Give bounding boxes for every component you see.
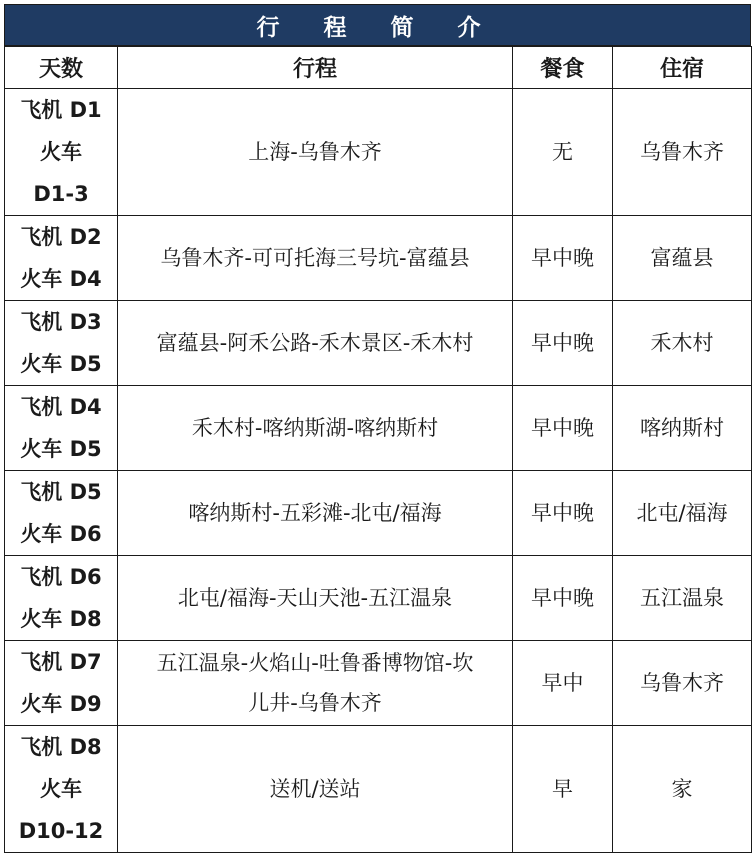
table-row	[5, 641, 752, 726]
table-row	[5, 471, 752, 556]
day-cell	[5, 641, 118, 726]
lodging-cell: 喀纳斯村	[613, 386, 752, 471]
route-line: 儿井-乌鲁木齐	[248, 691, 382, 715]
table-row	[5, 386, 752, 471]
day-cell	[5, 89, 118, 216]
header-days: 天数	[5, 47, 118, 89]
day-line: 飞机 D3	[20, 310, 102, 334]
day-line: 飞机 D2	[20, 225, 102, 249]
day-line: 火车	[40, 777, 82, 801]
table-row	[5, 89, 752, 216]
itinerary-card	[4, 4, 751, 853]
header-row	[5, 47, 752, 89]
day-line: 飞机 D5	[20, 480, 102, 504]
route-cell: 富蕴县-阿禾公路-禾木景区-禾木村	[118, 301, 513, 386]
itinerary-table	[4, 46, 752, 853]
day-line: 火车 D6	[20, 522, 102, 546]
meals-cell: 早中晚	[513, 386, 613, 471]
day-line: D1-3	[33, 182, 89, 206]
lodging-cell: 五江温泉	[613, 556, 752, 641]
day-line: 飞机 D1	[20, 98, 102, 122]
meals-cell: 早中	[513, 641, 613, 726]
day-cell	[5, 386, 118, 471]
table-row	[5, 556, 752, 641]
route-cell: 喀纳斯村-五彩滩-北屯/福海	[118, 471, 513, 556]
day-line: 飞机 D7	[20, 650, 102, 674]
header-lodging: 住宿	[613, 47, 752, 89]
lodging-cell: 乌鲁木齐	[613, 641, 752, 726]
route-cell	[118, 641, 513, 726]
day-line: 飞机 D4	[20, 395, 102, 419]
route-cell: 北屯/福海-天山天池-五江温泉	[118, 556, 513, 641]
meals-cell: 早	[513, 726, 613, 853]
meals-cell: 早中晚	[513, 471, 613, 556]
day-line: 火车 D5	[20, 352, 102, 376]
route-cell: 送机/送站	[118, 726, 513, 853]
lodging-cell: 北屯/福海	[613, 471, 752, 556]
lodging-cell: 富蕴县	[613, 216, 752, 301]
day-line: 火车 D8	[20, 607, 102, 631]
lodging-cell: 乌鲁木齐	[613, 89, 752, 216]
table-row	[5, 216, 752, 301]
table-row	[5, 726, 752, 853]
table-title: 行 程 简 介	[4, 4, 751, 46]
day-line: 火车 D9	[20, 692, 102, 716]
meals-cell: 早中晚	[513, 216, 613, 301]
day-line: 火车	[40, 140, 82, 164]
day-cell	[5, 301, 118, 386]
day-cell	[5, 471, 118, 556]
day-line: 火车 D5	[20, 437, 102, 461]
route-cell: 乌鲁木齐-可可托海三号坑-富蕴县	[118, 216, 513, 301]
meals-cell: 早中晚	[513, 556, 613, 641]
header-route: 行程	[118, 47, 513, 89]
meals-cell: 无	[513, 89, 613, 216]
day-cell	[5, 556, 118, 641]
route-cell: 禾木村-喀纳斯湖-喀纳斯村	[118, 386, 513, 471]
meals-cell: 早中晚	[513, 301, 613, 386]
day-line: D10-12	[18, 819, 104, 843]
table-row	[5, 301, 752, 386]
lodging-cell: 家	[613, 726, 752, 853]
day-line: 火车 D4	[20, 267, 102, 291]
lodging-cell: 禾木村	[613, 301, 752, 386]
day-cell	[5, 726, 118, 853]
route-cell: 上海-乌鲁木齐	[118, 89, 513, 216]
route-line: 五江温泉-火焰山-吐鲁番博物馆-坎	[156, 651, 474, 675]
day-cell	[5, 216, 118, 301]
header-meals: 餐食	[513, 47, 613, 89]
day-line: 飞机 D6	[20, 565, 102, 589]
day-line: 飞机 D8	[20, 735, 102, 759]
